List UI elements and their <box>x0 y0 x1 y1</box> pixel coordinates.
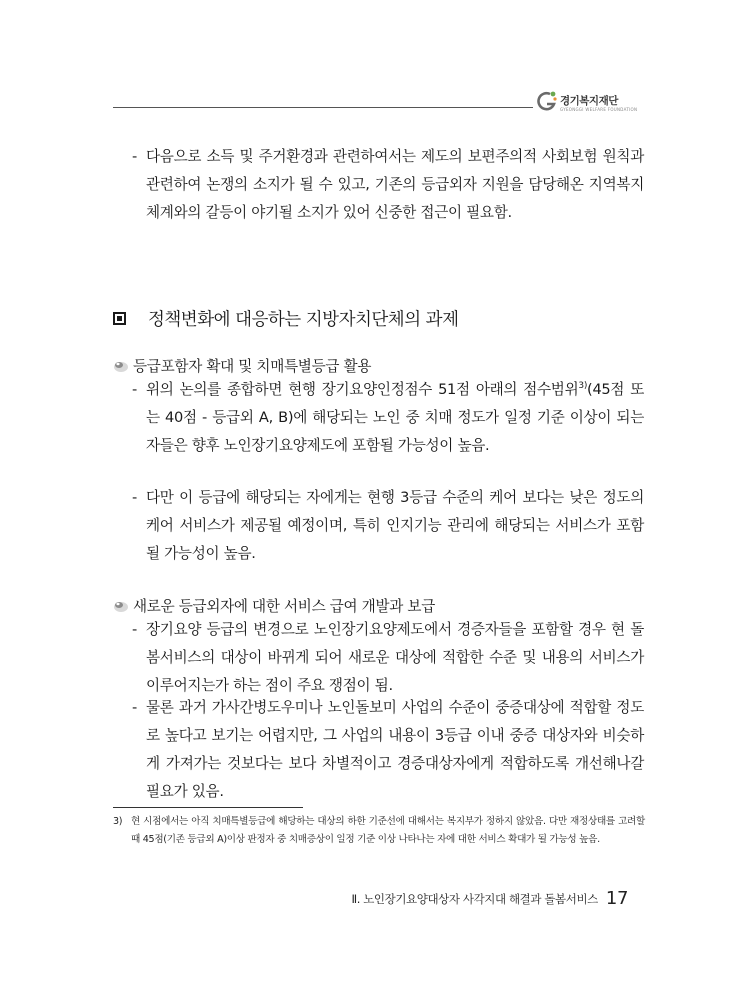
list-item <box>132 616 644 700</box>
page-number: 17 <box>605 888 628 909</box>
dash-marker: - <box>132 381 137 398</box>
item-text: 위의 논의를 종합하면 현행 장기요양인정점수 51점 아래의 점수범위 <box>146 381 579 398</box>
page-footer <box>351 888 628 909</box>
header-rule <box>113 107 533 108</box>
dash-marker: - <box>132 148 137 165</box>
subsection-title: 등급포함자 확대 및 치매특별등급 활용 <box>133 358 372 375</box>
logo-subtitle: GYEONGGI WELFARE FOUNDATION <box>560 107 638 112</box>
dash-marker: - <box>132 489 137 506</box>
item-text-continued: (45점 또는 40점 - 등급외 A, B)에 해당되는 노인 중 치매 정도가 일정 기준 이상이 되는 자들은 향후 노인장기요양제도에 포함될 가능성이 높음. <box>146 381 644 454</box>
footnote-rule <box>113 807 303 808</box>
dash-marker: - <box>132 699 137 716</box>
foundation-logo <box>536 88 646 118</box>
list-item <box>132 484 644 568</box>
square-bullet-icon <box>113 312 126 325</box>
round-bullet-icon <box>113 599 129 613</box>
logo-name: 경기복지재단 <box>560 95 618 107</box>
chapter-title: Ⅱ. 노인장기요양대상자 사각지대 해결과 돌봄서비스 <box>351 892 598 906</box>
footnote-number: 3) <box>113 816 123 827</box>
footnote-ref: 3) <box>578 381 588 391</box>
section-title-text: 정책변화에 대응하는 지방자치단체의 과제 <box>148 310 459 330</box>
subsection-title: 새로운 등급외자에 대한 서비스 급여 개발과 보급 <box>133 598 435 615</box>
foundation-logo-icon <box>536 90 558 114</box>
footnote <box>113 813 645 849</box>
dash-marker: - <box>132 621 137 638</box>
round-bullet-icon <box>113 359 129 373</box>
intro-text: 다음으로 소득 및 주거환경과 관련하여서는 제도의 보편주의적 사회보험 원칙과 관련하여 논쟁의 소지가 될 수 있고, 기존의 등급외자 지원을 담당해온 지역복지 체계와의 갈등이 야기될 소지가 있어 신중한 접근이 필요함. <box>146 148 644 221</box>
list-item <box>132 694 644 806</box>
subsection-heading <box>113 595 435 616</box>
item-text: 다만 이 등급에 해당되는 자에게는 현행 3등급 수준의 케어 보다는 낮은 정도의 케어 서비스가 제공될 예정이며, 특히 인지기능 관리에 해당되는 서비스가 포함될 가능성이 높음. <box>146 489 644 562</box>
list-item <box>132 376 644 460</box>
item-text: 장기요양 등급의 변경으로 노인장기요양제도에서 경증자들을 포함할 경우 현 돌봄서비스의 대상이 바뀌게 되어 새로운 대상에 적합한 수준 및 내용의 서비스가 이루어지는가 하는 점이 주요 쟁점이 됨. <box>146 621 644 694</box>
intro-paragraph <box>132 143 644 227</box>
subsection-heading <box>113 355 371 376</box>
item-text: 물론 과거 가사간병도우미나 노인돌보미 사업의 수준이 중증대상에 적합할 정도로 높다고 보기는 어렵지만, 그 사업의 내용이 3등급 이내 중증 대상자와 비슷하게 가져가는 것보다는 보다 차별적이고 경증대상자에게 적합하도록 개선해나갈 필요가 있음. <box>146 699 644 800</box>
section-title <box>113 306 458 331</box>
footnote-text: 현 시점에서는 아직 치매특별등급에 해당하는 대상의 하한 기준선에 대해서는 복지부가 정하지 않았음. 다만 재정상태를 고려할 때 45점(기존 등급외 A)이상 판정자 중 치매증상이 일정 기준 이상 나타나는 자에 대한 서비스 확대가 될 가능성 높음. <box>131 816 645 845</box>
